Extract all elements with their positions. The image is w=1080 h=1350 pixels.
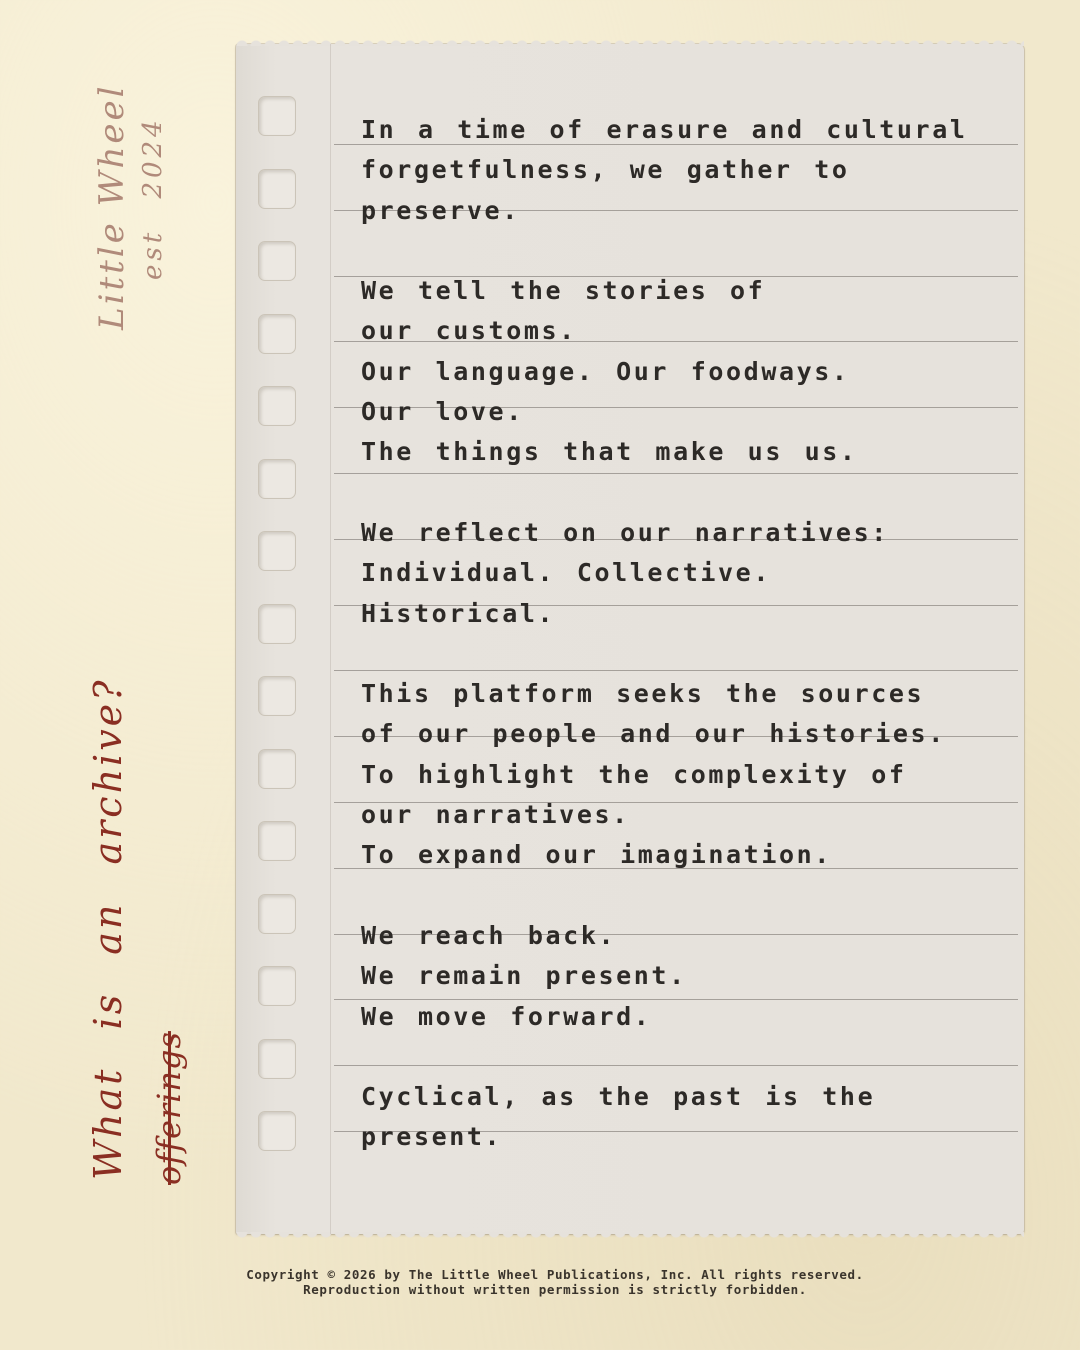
poem-line: To highlight the complexity of: [361, 759, 907, 789]
poem-line: The things that make us us.: [361, 437, 858, 467]
page-margin-line: [330, 44, 331, 1234]
poem-line: our customs.: [361, 316, 577, 346]
torn-edge-top: [236, 36, 1024, 46]
poem-line: present.: [361, 1122, 503, 1152]
poem-line: Cyclical, as the past is the: [361, 1082, 876, 1112]
binder-hole: [258, 966, 296, 1006]
poem-line: our narratives.: [361, 800, 630, 830]
poem-line: We remain present.: [361, 961, 687, 991]
binder-hole: [258, 96, 296, 136]
poem-line: preserve.: [361, 195, 520, 225]
binder-hole: [258, 241, 296, 281]
poem-line: of our people and our histories.: [361, 719, 946, 749]
poem-line: We tell the stories of: [361, 276, 766, 306]
binder-hole: [258, 1039, 296, 1079]
binder-hole: [258, 604, 296, 644]
binder-hole: [258, 821, 296, 861]
binder-hole: [258, 169, 296, 209]
blank-line: [361, 634, 1011, 674]
binder-hole: [258, 459, 296, 499]
poem-line: We reach back.: [361, 920, 617, 950]
blank-line: [361, 1037, 1011, 1077]
poem-line: We reflect on our narratives:: [361, 517, 889, 547]
poem-line: To expand our imagination.: [361, 840, 832, 870]
manifesto-text: [361, 110, 1011, 1158]
binder-hole: [258, 531, 296, 571]
footer: [0, 1268, 1080, 1297]
poem-line: forgetfulness, we gather to: [361, 155, 850, 185]
torn-edge-bottom: [236, 1232, 1024, 1242]
poem-line: Historical.: [361, 598, 556, 628]
poem-line: This platform seeks the sources: [361, 679, 925, 709]
poem-line: In a time of erasure and cultural: [361, 115, 968, 144]
crossed-out-handwritten-note: offerings: [150, 1031, 188, 1185]
binder-hole: [258, 676, 296, 716]
blank-line: [361, 231, 1011, 271]
poem-line: Our language. Our foodways.: [361, 356, 850, 386]
blank-line: [361, 473, 1011, 513]
binder-hole: [258, 314, 296, 354]
blank-line: [361, 876, 1011, 916]
established-handwritten-note: est 2024: [138, 116, 168, 280]
brand-handwritten-note: Little Wheel: [92, 83, 132, 330]
binder-hole: [258, 1111, 296, 1151]
poem-line: Our love.: [361, 397, 524, 427]
poem-line: We move forward.: [361, 1001, 652, 1031]
binder-hole: [258, 749, 296, 789]
copyright-text: Copyright © 2026 by The Little Wheel Publications, Inc. All rights reserved.: [246, 1267, 864, 1282]
binder-hole: [258, 386, 296, 426]
poem-line: Individual. Collective.: [361, 558, 771, 588]
reproduction-notice: Reproduction without written permission is strictly forbidden.: [303, 1281, 807, 1297]
binder-hole: [258, 894, 296, 934]
archive-question-handwritten-note: What is an archive?: [86, 677, 130, 1180]
notebook-page: [236, 44, 1024, 1234]
